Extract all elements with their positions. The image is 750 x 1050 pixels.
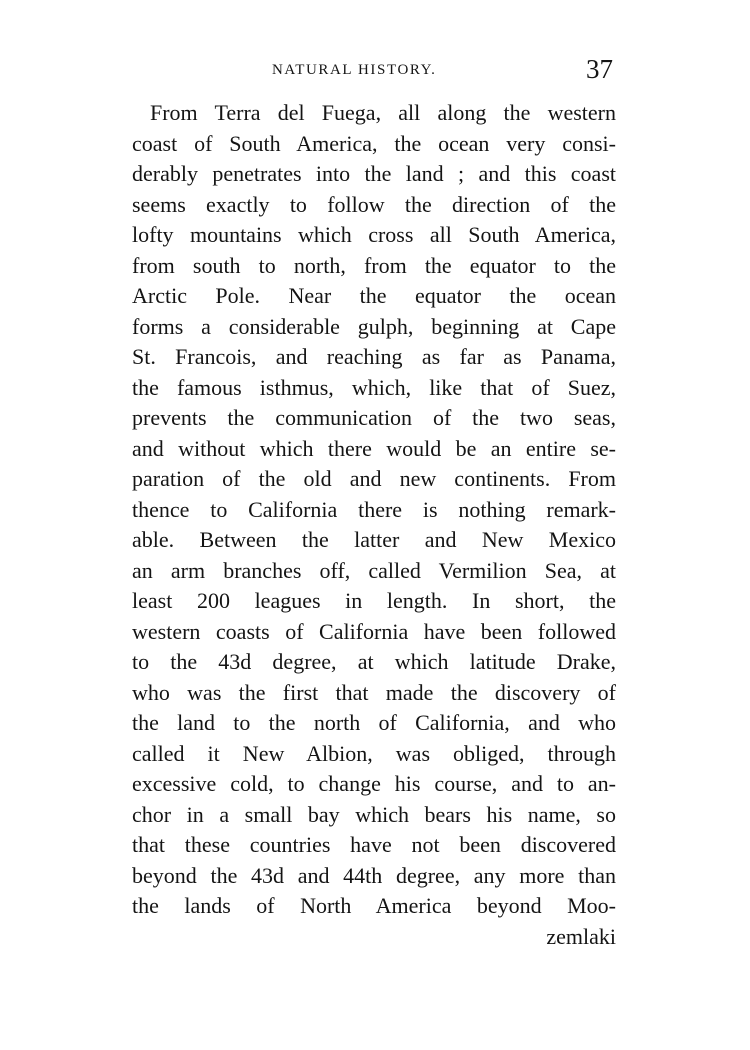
text-line: from south to north, from the equator to the bbox=[132, 252, 616, 278]
text-line: an arm branches off, called Vermilion Sea, at bbox=[132, 557, 616, 583]
text-line: the famous isthmus, which, like that of Suez, bbox=[132, 374, 616, 400]
text-line: and without which there would be an entire se- bbox=[132, 435, 616, 461]
text-line: chor in a small bay which bears his name, so bbox=[132, 801, 616, 827]
text-line: who was the first that made the discovery of bbox=[132, 679, 616, 705]
text-line: the land to the north of California, and who bbox=[132, 710, 616, 735]
text-line: paration of the old and new continents. From bbox=[132, 466, 616, 491]
text-line: called it New Albion, was obliged, through bbox=[132, 740, 616, 766]
text-line: thence to California there is nothing remark- bbox=[132, 496, 616, 522]
running-head bbox=[0, 52, 750, 92]
text-line: western coasts of California have been followed bbox=[132, 618, 616, 644]
text-line: to the 43d degree, at which latitude Drake, bbox=[132, 649, 616, 674]
text-line: least 200 leagues in length. In short, the bbox=[132, 588, 616, 613]
text-line: seems exactly to follow the direction of the bbox=[132, 191, 616, 217]
running-title: NATURAL HISTORY. bbox=[272, 62, 437, 78]
text-line: that these countries have not been discovered bbox=[132, 832, 616, 857]
catchword: zemlaki bbox=[546, 923, 616, 949]
body-paragraph bbox=[132, 98, 616, 952]
text-line: derably penetrates into the land ; and this coast bbox=[132, 161, 616, 186]
text-line: able. Between the latter and New Mexico bbox=[132, 527, 616, 552]
text-line: Arctic Pole. Near the equator the ocean bbox=[132, 283, 616, 308]
text-line: beyond the 43d and 44th degree, any more than bbox=[132, 862, 616, 888]
text-line: coast of South America, the ocean very consi- bbox=[132, 130, 616, 156]
text-line: forms a considerable gulph, beginning at Cape bbox=[132, 313, 616, 339]
text-line: the lands of North America beyond Moo- bbox=[132, 893, 616, 918]
text-line: excessive cold, to change his course, and to an- bbox=[132, 771, 616, 796]
text-line: St. Francois, and reaching as far as Panama, bbox=[132, 344, 616, 369]
text-line: prevents the communication of the two seas, bbox=[132, 405, 616, 430]
text-line: From Terra del Fuega, all along the western bbox=[150, 100, 616, 125]
page-number: 37 bbox=[586, 54, 613, 84]
text-line: lofty mountains which cross all South America, bbox=[132, 222, 616, 247]
